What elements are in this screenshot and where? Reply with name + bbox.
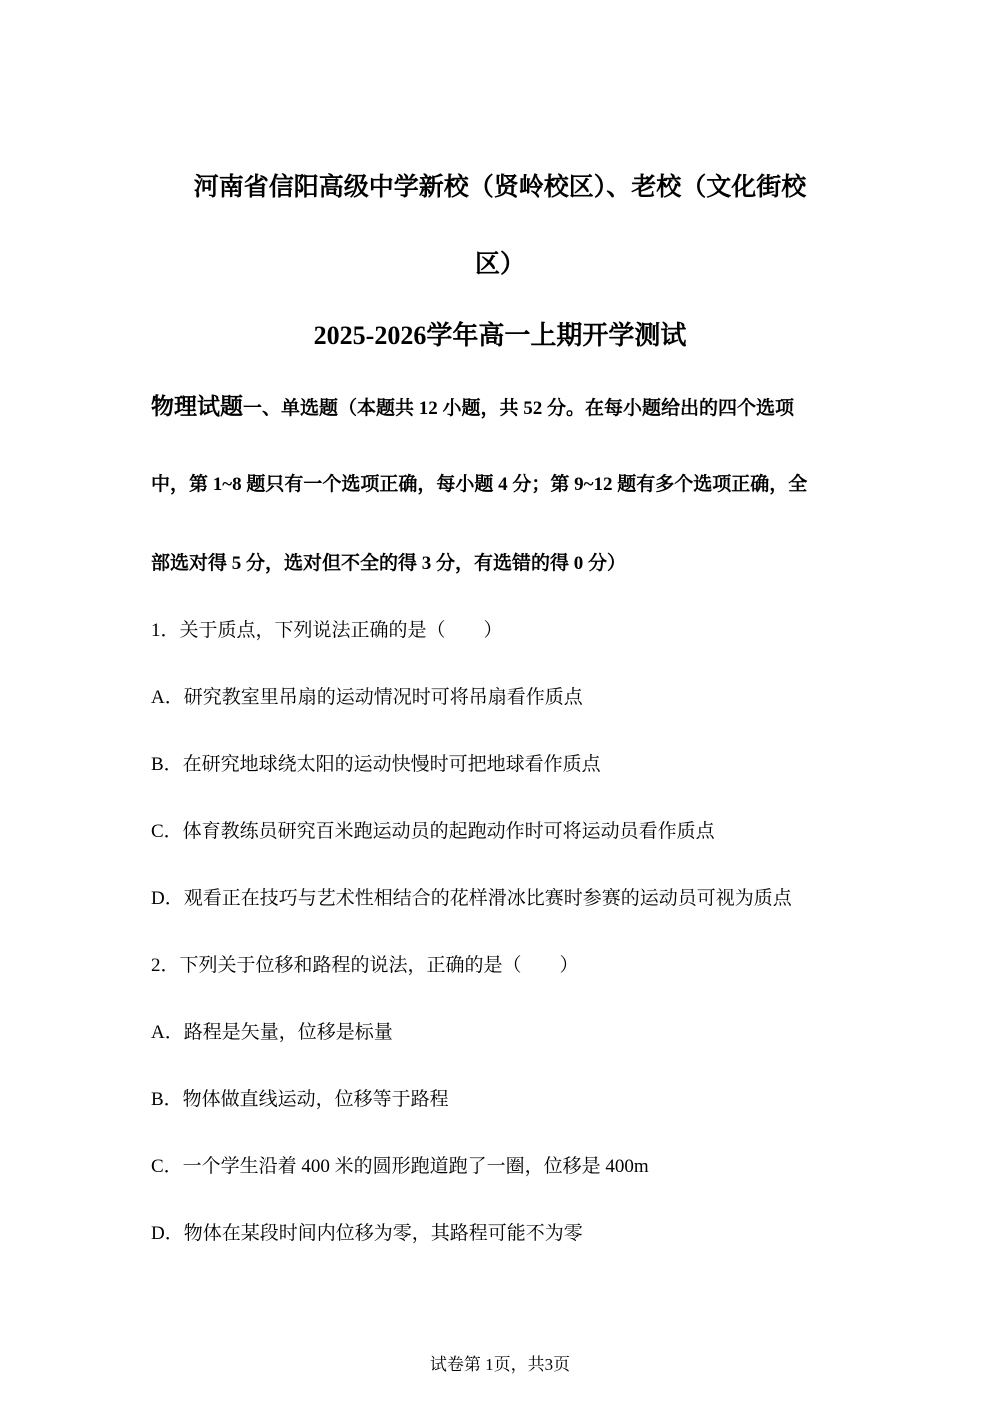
section-heading-text: 一、单选题（本题共 12 小题，共 52 分。在每小题给出的四个选项 — [243, 398, 795, 419]
question-1-stem: 1．关于质点，下列说法正确的是（ ） — [151, 620, 503, 641]
section-instructions-line-2: 中，第 1~8 题只有一个选项正确，每小题 4 分；第 9~12 题有多个选项正确，全 — [151, 474, 808, 495]
question-2-option-d: D．物体在某段时间内位移为零，其路程可能不为零 — [151, 1223, 583, 1244]
question-2-stem: 2．下列关于位移和路程的说法，正确的是（ ） — [151, 955, 579, 976]
exam-title-line-1: 河南省信阳高级中学新校（贤岭校区）、老校（文化街校 — [193, 172, 807, 201]
question-1-option-c: C．体育教练员研究百米跑运动员的起跑动作时可将运动员看作质点 — [151, 821, 715, 842]
question-1-option-a: A．研究教室里吊扇的运动情况时可将吊扇看作质点 — [151, 687, 583, 708]
question-2-option-a: A．路程是矢量，位移是标量 — [151, 1022, 393, 1043]
page-footer: 试卷第 1页，共3页 — [429, 1355, 571, 1374]
question-1-option-b: B．在研究地球绕太阳的运动快慢时可把地球看作质点 — [151, 754, 601, 775]
question-2-option-c: C．一个学生沿着 400 米的圆形跑道跑了一圈，位移是 400m — [151, 1156, 649, 1177]
section-instructions-line-3: 部选对得 5 分，选对但不全的得 3 分，有选错的得 0 分） — [151, 553, 627, 574]
question-1-option-d: D．观看正在技巧与艺术性相结合的花样滑冰比赛时参赛的运动员可视为质点 — [151, 888, 792, 909]
exam-title-line-3: 2025-2026学年高一上期开学测试 — [313, 321, 687, 350]
subject-title: 物理试题 — [151, 394, 243, 420]
exam-title-line-2: 区） — [474, 249, 525, 278]
section-instructions-line-1 — [151, 394, 851, 422]
question-2-option-b: B．物体做直线运动，位移等于路程 — [151, 1089, 449, 1110]
